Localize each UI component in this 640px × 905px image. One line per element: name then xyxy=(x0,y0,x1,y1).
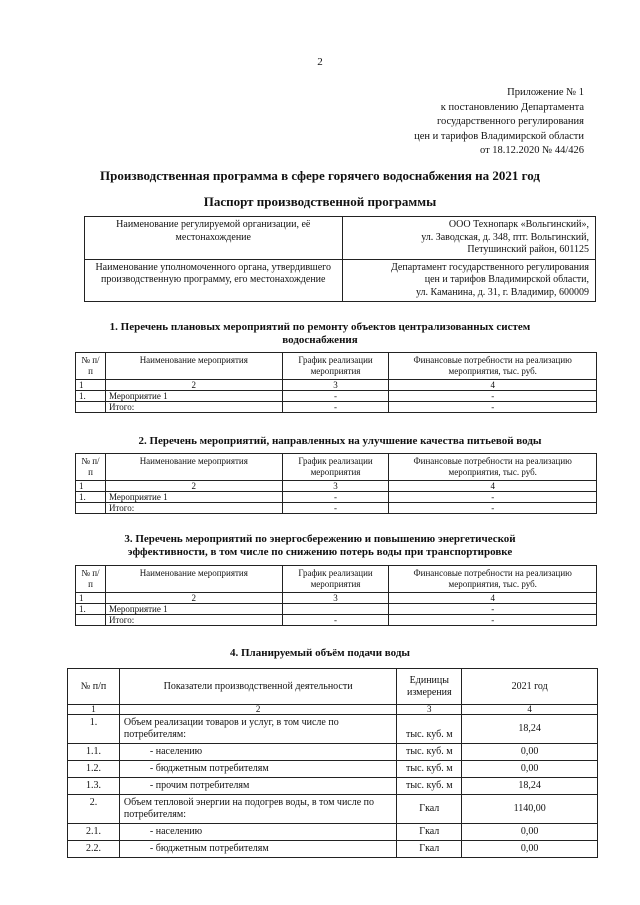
col-header-unit: Единицы измерения xyxy=(397,669,462,705)
section-3-table xyxy=(75,565,597,626)
section-4-title: 4. Планируемый объём подачи воды xyxy=(230,647,410,659)
indicator-value: 0,00 xyxy=(462,761,598,778)
empty-cell xyxy=(76,615,106,626)
col-header-schedule: График реализации мероприятия xyxy=(282,454,389,481)
col-header-name: Наименование мероприятия xyxy=(105,454,282,481)
column-number: 1 xyxy=(76,593,106,604)
total-row xyxy=(76,615,597,626)
column-number: 2 xyxy=(119,705,396,715)
document-title: Производственная программа в сфере горячего водоснабжения на 2021 год xyxy=(100,168,540,183)
row-number: 1.3. xyxy=(68,778,120,795)
passport-value-line: Петушинский район, 601125 xyxy=(467,244,589,255)
column-number: 3 xyxy=(282,481,389,492)
passport-value-line: цен и тарифов Владимирской области, xyxy=(424,274,589,285)
table-header-row xyxy=(76,566,597,593)
col-header-finance: Финансовые потребности на реализацию мероприятия, тыс. руб. xyxy=(389,566,597,593)
appendix-block xyxy=(414,86,584,159)
empty-cell xyxy=(76,402,106,413)
passport-table xyxy=(84,216,596,302)
total-label: Итого: xyxy=(105,615,282,626)
col-header-finance: Финансовые потребности на реализацию мероприятия, тыс. руб. xyxy=(389,454,597,481)
total-label: Итого: xyxy=(105,503,282,514)
appendix-line: от 18.12.2020 № 44/426 xyxy=(479,145,584,156)
indicator-name: - бюджетным потребителям xyxy=(119,761,396,778)
indicator-name: - населению xyxy=(119,744,396,761)
event-finance: - xyxy=(389,391,597,402)
event-name: Мероприятие 1 xyxy=(105,604,282,615)
passport-value xyxy=(342,259,596,302)
indicator-unit: Гкал xyxy=(397,824,462,841)
total-finance: - xyxy=(389,503,597,514)
column-number: 3 xyxy=(282,593,389,604)
row-number: 1.1. xyxy=(68,744,120,761)
row-number: 1. xyxy=(76,604,106,615)
col-header-num: № п/п xyxy=(68,669,120,705)
table-row xyxy=(68,778,598,795)
row-number: 1. xyxy=(76,391,106,402)
total-schedule: - xyxy=(282,615,389,626)
passport-title: Паспорт производственной программы xyxy=(203,194,437,209)
column-number: 1 xyxy=(76,481,106,492)
total-label: Итого: xyxy=(105,402,282,413)
passport-label: Наименование регулируемой организации, её местонахождение xyxy=(85,217,343,260)
column-number: 2 xyxy=(105,380,282,391)
event-finance: - xyxy=(389,604,597,615)
indicator-unit: тыс. куб. м xyxy=(397,715,462,744)
col-header-indicator: Показатели производственной деятельности xyxy=(119,669,396,705)
appendix-line: государственного регулирования xyxy=(436,116,584,127)
col-header-num: № п/п xyxy=(76,353,106,380)
indicator-unit: тыс. куб. м xyxy=(397,761,462,778)
event-name: Мероприятие 1 xyxy=(105,391,282,402)
row-number: 1.2. xyxy=(68,761,120,778)
indicator-name: Объем тепловой энергии на подогрев воды, в том числе по потребителям: xyxy=(119,795,396,824)
event-schedule xyxy=(282,604,389,615)
row-number: 2. xyxy=(68,795,120,824)
column-number: 3 xyxy=(397,705,462,715)
table-row xyxy=(76,391,597,402)
indicator-unit: тыс. куб. м xyxy=(397,744,462,761)
empty-cell xyxy=(76,503,106,514)
passport-row xyxy=(85,217,596,260)
col-header-finance: Финансовые потребности на реализацию мероприятия, тыс. руб. xyxy=(389,353,597,380)
section-2-title: 2. Перечень мероприятий, направленных на улучшение качества питьевой воды xyxy=(138,435,542,447)
passport-value-line: Департамент государственного регулирования xyxy=(390,261,589,273)
column-number-row xyxy=(76,380,597,391)
col-header-name: Наименование мероприятия xyxy=(105,566,282,593)
column-number: 4 xyxy=(389,593,597,604)
section-1-table xyxy=(75,352,597,413)
section-4-table xyxy=(67,668,598,858)
indicator-value: 18,24 xyxy=(462,715,598,744)
table-header-row xyxy=(68,669,598,705)
column-number: 2 xyxy=(105,481,282,492)
indicator-value: 18,24 xyxy=(462,778,598,795)
indicator-value: 0,00 xyxy=(462,744,598,761)
indicator-name: - прочим потребителям xyxy=(119,778,396,795)
row-number: 1. xyxy=(76,492,106,503)
col-header-name: Наименование мероприятия xyxy=(105,353,282,380)
table-row xyxy=(68,841,598,858)
table-row xyxy=(68,824,598,841)
section-3-title xyxy=(0,533,640,559)
col-header-num: № п/п xyxy=(76,566,106,593)
column-number: 2 xyxy=(105,593,282,604)
section-2-table xyxy=(75,453,597,514)
row-number: 2.1. xyxy=(68,824,120,841)
table-header-row xyxy=(76,353,597,380)
indicator-value: 0,00 xyxy=(462,824,598,841)
column-number-row xyxy=(68,705,598,715)
table-row xyxy=(68,795,598,824)
column-number: 4 xyxy=(462,705,598,715)
indicator-value: 1140,00 xyxy=(462,795,598,824)
appendix-line: цен и тарифов Владимирской области xyxy=(414,130,584,142)
column-number: 4 xyxy=(389,380,597,391)
section-title-line: эффективности, в том числе по снижению потерь воды при транспортировке xyxy=(127,546,513,558)
table-header-row xyxy=(76,454,597,481)
event-schedule: - xyxy=(282,492,389,503)
total-schedule: - xyxy=(282,402,389,413)
indicator-name: - бюджетным потребителям xyxy=(119,841,396,858)
row-number: 2.2. xyxy=(68,841,120,858)
passport-value-line: ООО Технопарк «Вольгинский», xyxy=(448,219,589,230)
table-row xyxy=(68,715,598,744)
page-number: 2 xyxy=(317,56,323,68)
indicator-name: Объем реализации товаров и услуг, в том числе по потребителям: xyxy=(119,715,396,744)
table-row xyxy=(76,492,597,503)
appendix-line: к постановлению Департамента xyxy=(440,101,584,113)
event-name: Мероприятие 1 xyxy=(105,492,282,503)
total-finance: - xyxy=(389,615,597,626)
section-1-title xyxy=(0,321,640,347)
table-row xyxy=(76,604,597,615)
section-title-line: 3. Перечень мероприятий по энергосбережению и повышению энергетической xyxy=(124,533,516,545)
indicator-unit: Гкал xyxy=(397,795,462,824)
col-header-schedule: График реализации мероприятия xyxy=(282,566,389,593)
indicator-name: - населению xyxy=(119,824,396,841)
row-number: 1. xyxy=(68,715,120,744)
passport-value-line: ул. Каманина, д. 31, г. Владимир, 600009 xyxy=(416,286,589,298)
table-row xyxy=(68,744,598,761)
passport-row xyxy=(85,259,596,302)
col-header-year: 2021 год xyxy=(462,669,598,705)
column-number-row xyxy=(76,481,597,492)
col-header-schedule: График реализации мероприятия xyxy=(282,353,389,380)
column-number-row xyxy=(76,593,597,604)
event-finance: - xyxy=(389,492,597,503)
total-row xyxy=(76,402,597,413)
passport-value-line: ул. Заводская, д. 348, птг. Вольгинский, xyxy=(421,231,589,243)
indicator-unit: Гкал xyxy=(397,841,462,858)
event-schedule: - xyxy=(282,391,389,402)
column-number: 1 xyxy=(76,380,106,391)
indicator-value: 0,00 xyxy=(462,841,598,858)
passport-value xyxy=(342,217,596,260)
total-schedule: - xyxy=(282,503,389,514)
indicator-unit: тыс. куб. м xyxy=(397,778,462,795)
col-header-num: № п/п xyxy=(76,454,106,481)
table-row xyxy=(68,761,598,778)
total-row xyxy=(76,503,597,514)
total-finance: - xyxy=(389,402,597,413)
passport-label: Наименование уполномоченного органа, утвердившего производственную программу, его местонахождение xyxy=(85,259,343,302)
appendix-line: Приложение № 1 xyxy=(507,87,584,98)
column-number: 4 xyxy=(389,481,597,492)
column-number: 1 xyxy=(68,705,120,715)
section-title-line: 1. Перечень плановых мероприятий по ремонту объектов централизованных систем xyxy=(109,321,531,333)
column-number: 3 xyxy=(282,380,389,391)
section-title-line: водоснабжения xyxy=(282,334,358,346)
